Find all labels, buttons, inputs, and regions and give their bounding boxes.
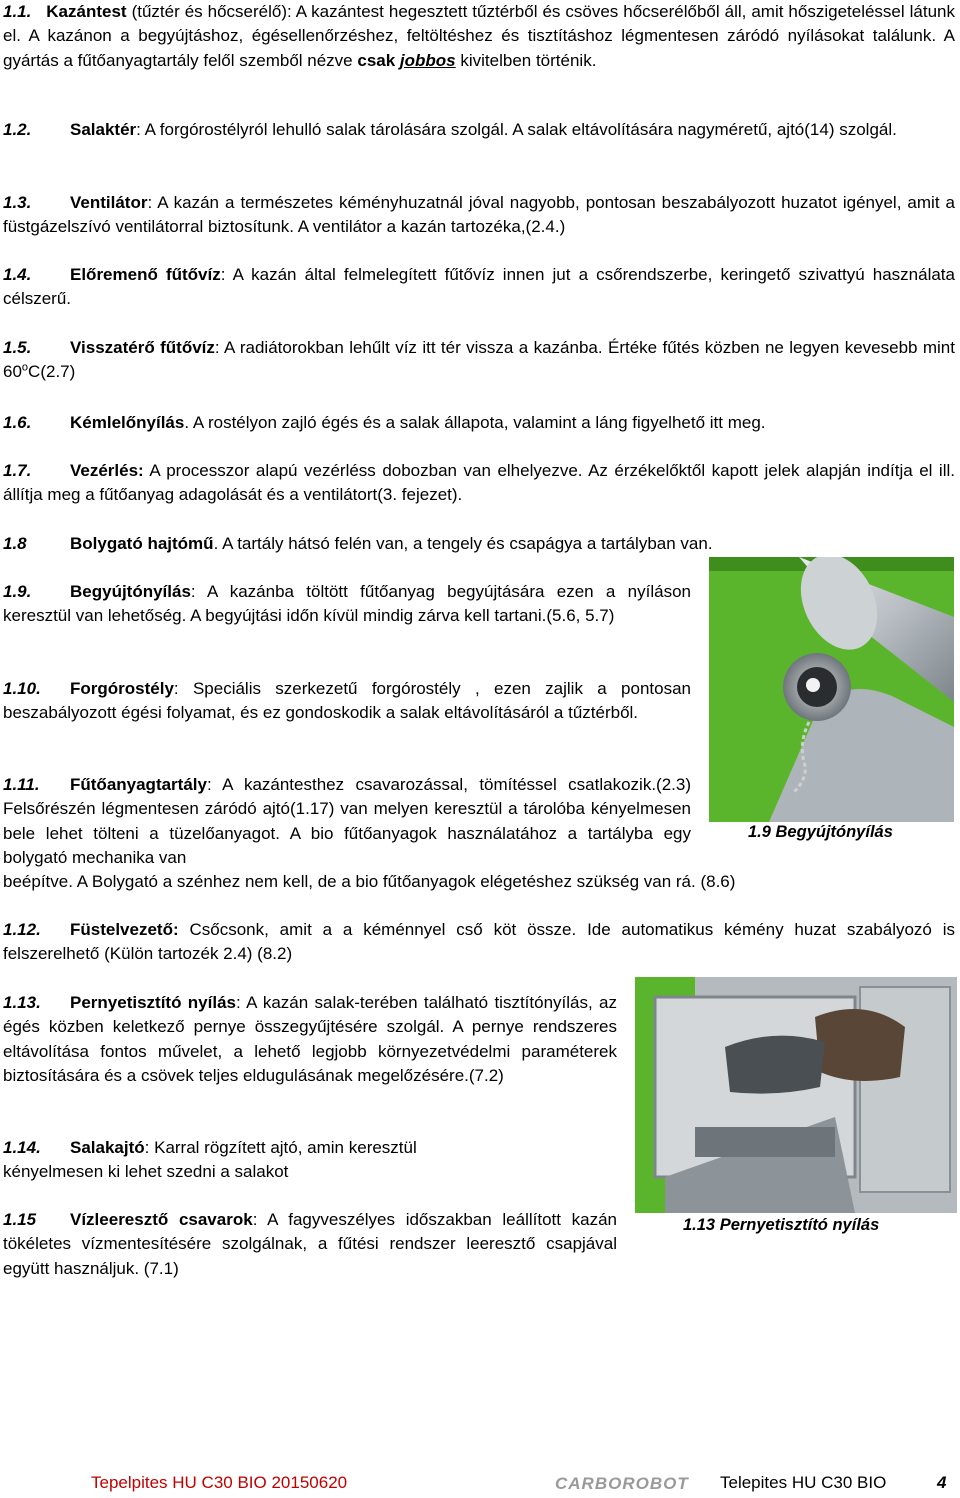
item-1-11-cont: beépítve. A Bolygató a szénhez nem kell, de a bio fűtőanyagok elégetéshez szükség van rá. (8.6) xyxy=(3,872,736,891)
item-1-13: 1.13. Pernyetisztító nyílás: A kazán salak-terében található tisztítónyílás, az égés közben keletkező pernye összegyűjtésére szolgál. A pernye rendszeres eltávolítása fontos művelet, a lehető legjobb környezetvédelmi paraméterek biztosítására és a csövek teljes eldugulásának megelőzésére.(7.2) xyxy=(3,993,617,1086)
figure-pernyetisztito-caption: 1.13 Pernyetisztító nyílás xyxy=(683,1216,880,1234)
item-1-7: 1.7. Vezérlés: A processzor alapú vezérléss dobozban van elhelyezve. Az érzékelőktől kapott jelek alapján indítja el ill. állítja meg a fűtőanyag adagolását és a ventilátort(3. fejezet). xyxy=(3,461,955,505)
item-1-15: 1.15 Vízleeresztő csavarok: A fagyveszélyes időszakban leállított kazán tökéletes vízmentesítésére szolgálnak, a fűtési rendszer leeresztő csapjával együtt használjuk. (7.1) xyxy=(3,1210,618,1278)
item-1-12: 1.12. Füstelvezető: Csőcsonk, amit a a kéménnyel cső köt össze. Ide automatikus kémény huzat szabályozó is felszerelhető (Külön tartozék 2.4) (8.2) xyxy=(3,920,955,964)
item-1-10: 1.10. Forgórostély: Speciális szerkezetű forgórostély , ezen zajlik a pontosan beszabályozott égési folyamat, és ez gondoskodik a salak eltávolításáról a tűztérből. xyxy=(3,679,691,723)
figure-begyujtonyilas-image xyxy=(709,557,954,822)
item-1-8: 1.8 Bolygató hajtómű. A tartály hátsó felén van, a tengely és csapágya a tartályban van. xyxy=(3,534,713,553)
figure-pernyetisztito-image xyxy=(635,977,957,1213)
item-1-9: 1.9. Begyújtónyílás: A kazánba töltött fűtőanyag begyújtására ezen a nyíláson keresztül van lehetőség. A begyújtási időn kívül mindig zárva kell tartani.(5.6, 5.7) xyxy=(3,582,691,626)
figure-pernyetisztito xyxy=(635,977,957,1213)
item-1-4: 1.4. Előremenő fűtővíz: A kazán által felmelegített fűtővíz innen jut a csőrendszerbe, keringető szivattyú használata célszerű. xyxy=(3,265,955,309)
item-1-6: 1.6. Kémlelőnyílás. A rostélyon zajló égés és a salak állapota, valamint a láng figyelhető itt meg. xyxy=(3,413,766,432)
figure-begyujtonyilas-caption: 1.9 Begyújtónyílás xyxy=(748,823,893,841)
item-1-2: 1.2. Salaktér: A forgórostélyról lehulló salak tárolására szolgál. A salak eltávolítására nagyméretű, ajtó(14) szolgál. xyxy=(3,120,897,139)
footer-page-number: 4 xyxy=(937,1473,947,1492)
footer-title: Telepites HU C30 BIO xyxy=(720,1473,887,1492)
item-1-3: 1.3. Ventilátor: A kazán a természetes kéményhuzatnál jóval nagyobb, pontosan beszabályozott huzatot igényel, amit a füstgázelszívó ventilátorral biztosítunk. A ventilátor a kazán tartozéka,(2.4.) xyxy=(3,193,955,237)
item-1-14: 1.14. Salakajtó: Karral rögzített ajtó, amin keresztül kényelmesen ki lehet szedni a salakot xyxy=(3,1138,417,1182)
item-1-5: 1.5. Visszatérő fűtővíz: A radiátorokban lehűlt víz itt tér vissza a kazánba. Értéke fűtés közben ne legyen kevesebb mint 60$^o$C(2.7) xyxy=(3,338,955,382)
item-1-1: 1.1. Kazántest (tűztér és hőcserélő): A kazántest hegesztett tűztérből és csöves hőcserélőből áll, amit hőszigeteléssel látunk el. A kazánon a begyújtáshoz, égésellenőrzéshez, feltöltéshez és tisztításhoz légmentesen záródó nyílásokat találunk. A gyártás a fűtőanyagtartály felől szemből nézve csak jobbos kivitelben történik. xyxy=(3,2,955,70)
footer-doc-id: Tepelpites HU C30 BIO 20150620 xyxy=(91,1473,348,1492)
footer-brand-logo: CARBOROBOT xyxy=(555,1474,689,1493)
figure-begyujtonyilas xyxy=(709,557,954,822)
item-1-11: 1.11. Fűtőanyagtartály: A kazántesthez csavarozással, tömítéssel csatlakozik.(2.3) Felsőrészén légmentesen záródó ajtó(1.17) van melyen keresztül a tárolóba kényelmesen bele lehet tölteni a tüzelőanyagot. A bio fűtőanyagok használatához a tartályba egy bolygató mechanika van xyxy=(3,775,691,868)
